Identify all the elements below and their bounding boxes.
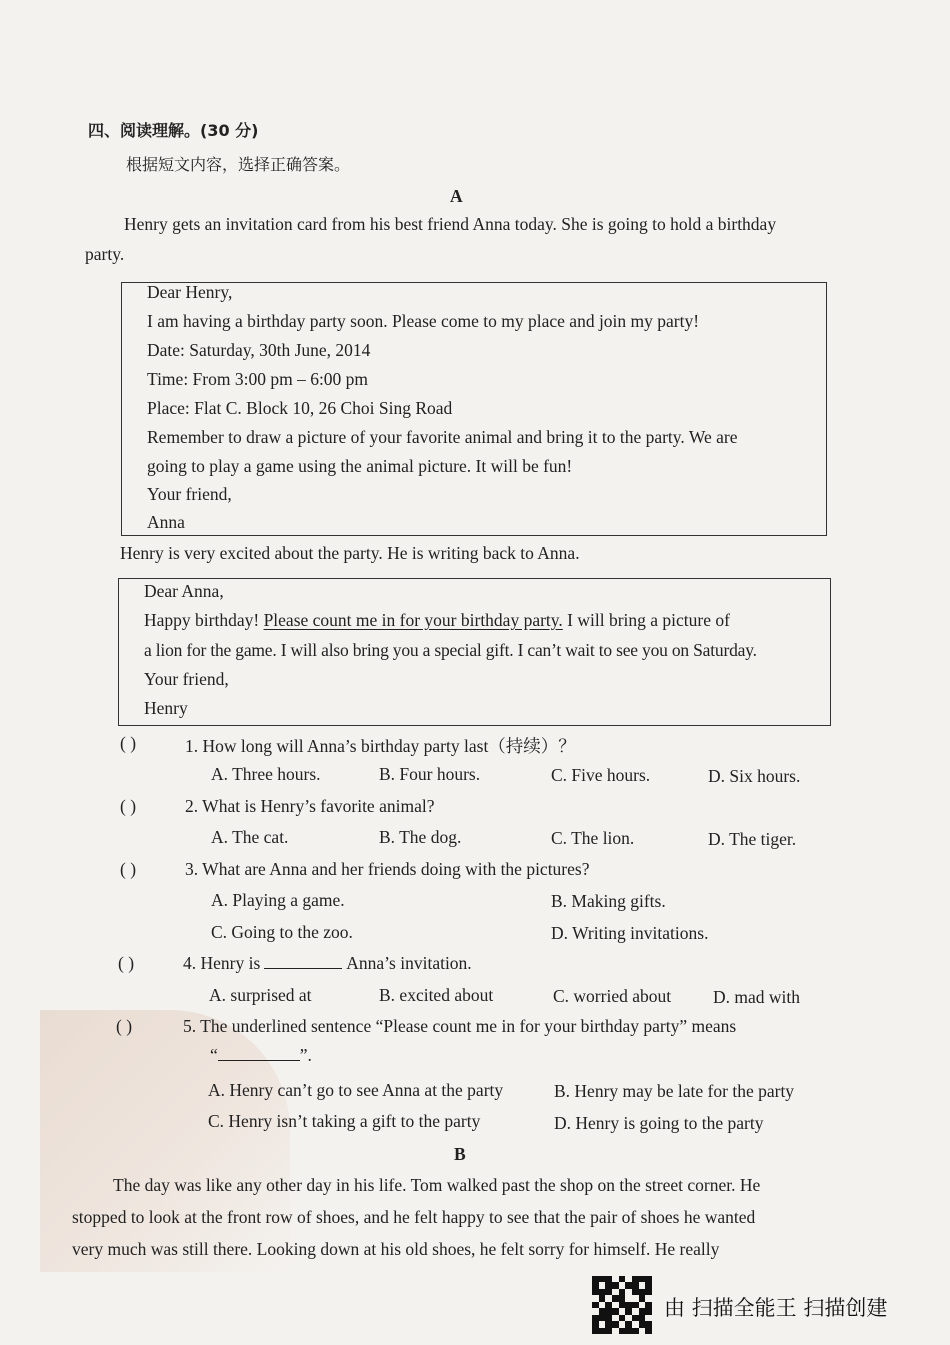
q5-fill-blank[interactable] (218, 1046, 300, 1061)
q4-option-b: B. excited about (379, 985, 494, 1005)
passage-a-intro-line2: party. (85, 244, 125, 264)
letter2-greeting: Dear Anna, (144, 581, 224, 601)
q3-option-c: C. Going to the zoo. (211, 922, 353, 942)
q4-stem (183, 953, 472, 974)
q4-stem-start: 4. Henry is (183, 953, 261, 973)
q2-option-c: C. The lion. (551, 828, 635, 848)
q2-option-d: D. The tiger. (708, 829, 797, 849)
q1-option-c: C. Five hours. (551, 765, 651, 785)
q1-option-a: A. Three hours. (211, 764, 321, 784)
letter1-line1: I am having a birthday party soon. Please come to my place and join my party! (147, 311, 700, 331)
q4-option-d: D. mad with (713, 987, 801, 1007)
q5-answer-paren[interactable]: ( ) (116, 1016, 133, 1036)
letter2-line1-start: Happy birthday! (144, 610, 264, 630)
q1-option-d: D. Six hours. (708, 766, 801, 786)
letter2-line1 (144, 610, 730, 631)
letter2-line1-end: I will bring a picture of (562, 610, 730, 630)
q5-quote-open: “ (210, 1045, 218, 1065)
q5-option-c: C. Henry isn’t taking a gift to the party (208, 1111, 481, 1131)
letter1-line2: Remember to draw a picture of your favorite animal and bring it to the party. We are (147, 427, 738, 447)
q2-option-a: A. The cat. (211, 827, 289, 847)
q5-stem: 5. The underlined sentence “Please count me in for your birthday party” means (183, 1016, 737, 1036)
q4-option-c: C. worried about (553, 986, 672, 1006)
q4-fill-blank[interactable] (264, 954, 342, 969)
q3-option-a: A. Playing a game. (211, 890, 345, 910)
passage-b-line2: stopped to look at the front row of shoes, and he felt happy to see that the pair of shoes he wanted (72, 1207, 756, 1227)
q5-quote-blank (210, 1045, 312, 1066)
letter2-line2: a lion for the game. I will also bring you a special gift. I can’t wait to see you on Saturday. (144, 640, 757, 660)
reply-letter-box (118, 578, 831, 726)
invitation-letter-box (121, 282, 827, 536)
q4-option-a: A. surprised at (209, 985, 312, 1005)
q4-stem-end: Anna’s invitation. (346, 953, 472, 973)
letter1-line3: going to play a game using the animal picture. It will be fun! (147, 456, 573, 476)
q3-option-d: D. Writing invitations. (551, 923, 709, 943)
letter1-signature: Anna (147, 512, 185, 532)
q1-option-b: B. Four hours. (379, 764, 481, 784)
q2-stem: 2. What is Henry’s favorite animal? (185, 796, 435, 816)
q1-stem: 1. How long will Anna’s birthday party last（持续）？ (185, 736, 576, 756)
scanner-watermark-text: 由 扫描全能王 扫描创建 (664, 1296, 888, 1320)
passage-a-intro-line1: Henry gets an invitation card from his best friend Anna today. She is going to hold a birthday (124, 214, 777, 234)
letter2-underlined-sentence: Please count me in for your birthday party. (263, 610, 563, 630)
letter1-place: Place: Flat C. Block 10, 26 Choi Sing Road (147, 398, 453, 418)
q3-answer-paren[interactable]: ( ) (120, 859, 137, 879)
q3-option-b: B. Making gifts. (551, 891, 666, 911)
passage-b-line1: The day was like any other day in his life. Tom walked past the shop on the street corner. He (113, 1175, 761, 1195)
passage-a-middle: Henry is very excited about the party. He is writing back to Anna. (120, 543, 580, 563)
letter1-time: Time: From 3:00 pm – 6:00 pm (147, 369, 369, 389)
letter1-greeting: Dear Henry, (147, 282, 233, 302)
q5-option-a: A. Henry can’t go to see Anna at the party (208, 1080, 504, 1100)
qr-code-icon (592, 1276, 652, 1334)
letter1-closing: Your friend, (147, 484, 232, 504)
q5-option-b: B. Henry may be late for the party (554, 1081, 795, 1101)
section-title: 四、阅读理解。(30 分) (88, 121, 259, 140)
section-instruction: 根据短文内容，选择正确答案。 (126, 155, 351, 174)
letter2-closing: Your friend, (144, 669, 229, 689)
q3-stem: 3. What are Anna and her friends doing with the pictures? (185, 859, 590, 879)
passage-b-label: B (454, 1144, 466, 1164)
q1-answer-paren[interactable]: ( ) (120, 733, 137, 753)
passage-b-line3: very much was still there. Looking down at his old shoes, he felt sorry for himself. He really (72, 1239, 720, 1259)
q2-option-b: B. The dog. (379, 827, 462, 847)
letter2-signature: Henry (144, 698, 188, 718)
q4-answer-paren[interactable]: ( ) (118, 953, 135, 973)
passage-a-label: A (450, 186, 463, 206)
q5-option-d: D. Henry is going to the party (554, 1113, 764, 1133)
q2-answer-paren[interactable]: ( ) (120, 796, 137, 816)
q5-quote-close: ”. (299, 1045, 312, 1065)
letter1-date: Date: Saturday, 30th June, 2014 (147, 340, 371, 360)
